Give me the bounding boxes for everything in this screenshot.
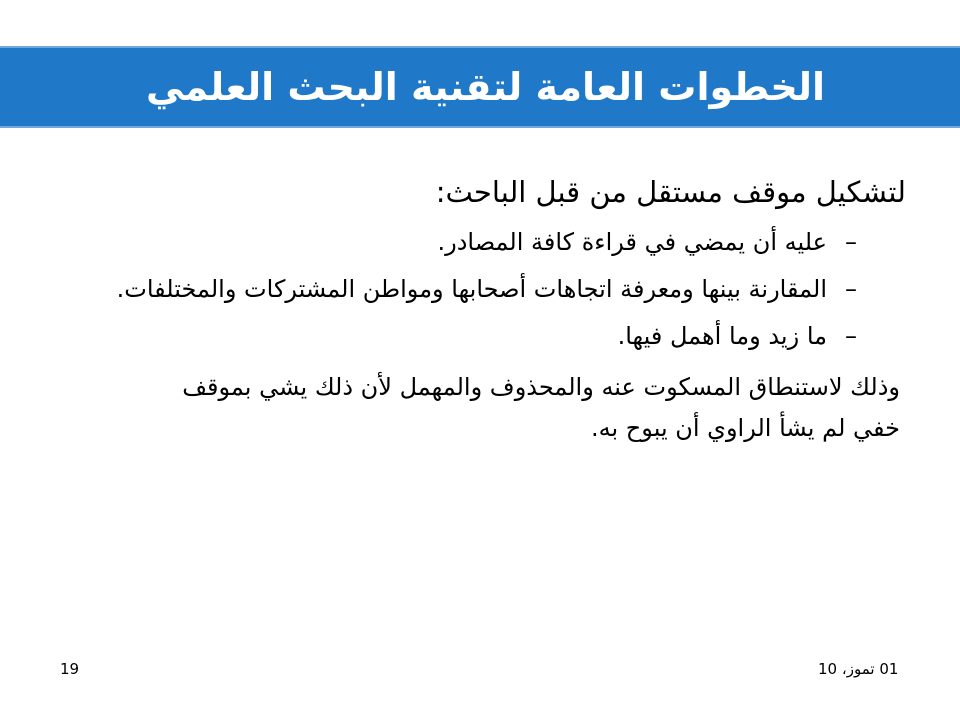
footer-page-number: 19 bbox=[60, 660, 80, 678]
bullet-dash: – bbox=[845, 322, 857, 350]
content-heading: لتشكيل موقف مستقل من قبل الباحث: bbox=[435, 175, 906, 209]
slide-content bbox=[100, 170, 910, 449]
bullet-text: ما زيد وما أهمل فيها. bbox=[617, 322, 827, 350]
bullet-item bbox=[100, 316, 857, 357]
bullet-text: عليه أن يمضي في قراءة كافة المصادر. bbox=[437, 228, 827, 256]
bullet-dash: – bbox=[845, 228, 857, 256]
bullet-dash: – bbox=[845, 275, 857, 303]
footer-date: 01 تموز، 10 bbox=[818, 660, 899, 678]
body-paragraph: وذلك لاستنطاق المسكوت عنه والمحذوف والمهمل لأن ذلك يشي بموقف خفي لم يشأ الراوي أن يبوح به. bbox=[182, 373, 900, 442]
title-bar bbox=[0, 46, 960, 128]
bullet-item bbox=[100, 269, 857, 310]
slide-title: الخطوات العامة لتقنية البحث العلمي bbox=[145, 65, 825, 109]
bullet-item bbox=[100, 222, 857, 263]
bullet-list bbox=[100, 222, 910, 357]
bullet-text: المقارنة بينها ومعرفة اتجاهات أصحابها ومواطن المشتركات والمختلفات. bbox=[116, 275, 827, 303]
